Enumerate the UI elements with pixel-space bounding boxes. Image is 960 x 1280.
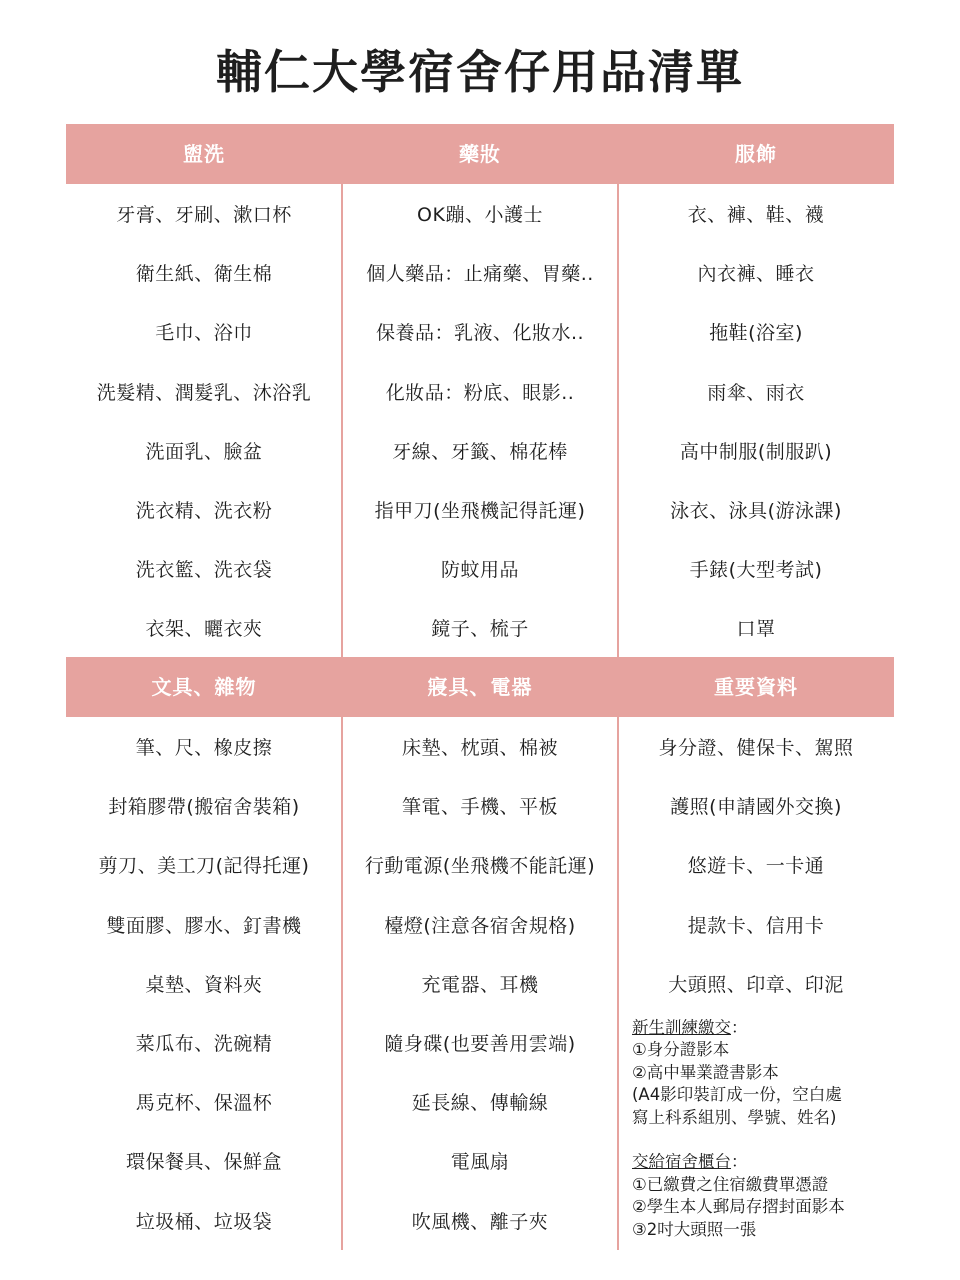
section2-columns [66, 717, 894, 1250]
list-item: 護照(申請國外交換) [670, 796, 842, 819]
header-cosmetics: 藥妝 [459, 142, 501, 166]
list-item: 保養品：乳液、化妝水.. [375, 322, 585, 345]
list-item: 拖鞋(浴室) [709, 322, 803, 345]
column-important-documents [618, 717, 894, 1250]
list-item: 筆、尺、橡皮擦 [135, 737, 273, 760]
list-item: 個人藥品：止痛藥、胃藥.. [366, 263, 594, 286]
notes-colon: ： [731, 1152, 748, 1172]
list-item: 桌墊、資料夾 [145, 973, 263, 996]
column-bedding-electronics [342, 717, 618, 1250]
list-item: 毛巾、浴巾 [155, 322, 253, 345]
list-item: 封箱膠帶(搬宿舍裝箱) [108, 796, 300, 819]
header-important-documents: 重要資料 [714, 675, 798, 699]
list-item: 悠遊卡、一卡通 [687, 855, 825, 878]
section1-columns [66, 184, 894, 658]
notes-colon: ： [731, 1017, 748, 1037]
list-item: 洗髮精、潤髮乳、沐浴乳 [96, 381, 312, 404]
section-stationery-bedding-documents [66, 657, 894, 1250]
notes-line: 寫上科系組別、學號、姓名) [632, 1107, 837, 1127]
list-item: 大頭照、印章、印泥 [668, 973, 844, 996]
column-divider [341, 717, 343, 1250]
header-clothing: 服飾 [735, 142, 777, 166]
list-item: 內衣褲、睡衣 [697, 263, 815, 286]
notes-training-heading-line [632, 1017, 894, 1040]
list-item: 衣、褲、鞋、襪 [687, 204, 825, 227]
list-item: 手錶(大型考試) [689, 559, 823, 582]
header-stationery: 文具、雜物 [151, 675, 257, 699]
list-item: 電風扇 [450, 1151, 510, 1174]
column-divider [341, 184, 343, 658]
column-stationery [66, 717, 342, 1250]
list-item: 馬克杯、保溫杯 [135, 1092, 273, 1115]
list-item: 延長線、傳輸線 [411, 1092, 549, 1115]
list-item: OK蹦、小護士 [417, 204, 543, 227]
list-item: 牙線、牙籤、棉花棒 [392, 440, 568, 463]
list-item: 防蚊用品 [440, 559, 519, 582]
list-item: 垃圾桶、垃圾袋 [135, 1210, 273, 1233]
list-item: 高中制服(制服趴) [679, 440, 833, 463]
list-item: 口罩 [736, 618, 776, 641]
list-item: 行動電源(坐飛機不能託運) [364, 855, 596, 878]
list-item: 環保餐具、保鮮盒 [125, 1151, 282, 1174]
list-item: 隨身碟(也要善用雲端) [384, 1033, 576, 1056]
list-item: 檯燈(注意各宿舍規格) [384, 914, 576, 937]
list-item: 菜瓜布、洗碗精 [135, 1033, 273, 1056]
notes-line: ③2吋大頭照一張 [632, 1219, 757, 1239]
notes-line: ①身分證影本 [632, 1040, 730, 1060]
list-item: 洗衣籃、洗衣袋 [135, 559, 273, 582]
list-item: 剪刀、美工刀(記得托運) [98, 855, 310, 878]
header-toiletries: 盥洗 [183, 142, 225, 166]
list-item: 筆電、手機、平板 [401, 796, 558, 819]
column-clothing [618, 184, 894, 658]
notes-line: ②學生本人郵局存摺封面影本 [632, 1197, 845, 1217]
list-item: 吹風機、離子夾 [411, 1210, 549, 1233]
section1-header-row [66, 124, 894, 184]
section-toiletries-cosmetics-clothing [66, 124, 894, 658]
notes-line: (A4影印裝訂成一份，空白處 [632, 1085, 842, 1105]
column-divider [617, 184, 619, 658]
list-item: 指甲刀(坐飛機記得託運) [374, 500, 586, 523]
list-item: 泳衣、泳具(游泳課) [670, 500, 842, 523]
list-item: 衣架、曬衣夾 [145, 618, 263, 641]
column-divider [617, 717, 619, 1250]
list-item: 衛生紙、衛生棉 [135, 263, 273, 286]
column-toiletries [66, 184, 342, 658]
list-item: 化妝品：粉底、眼影.. [385, 381, 575, 404]
list-item: 鏡子、梳子 [431, 618, 529, 641]
list-item: 床墊、枕頭、棉被 [401, 737, 558, 760]
notes-training-heading: 新生訓練繳交 [632, 1017, 731, 1037]
list-item: 雨傘、雨衣 [707, 381, 805, 404]
header-bedding-electronics: 寢具、電器 [427, 675, 533, 699]
list-item: 牙膏、牙刷、漱口杯 [116, 204, 292, 227]
page-title: 輔仁大學宿舍仔用品清單 [216, 45, 744, 99]
list-item: 洗面乳、臉盆 [145, 440, 263, 463]
list-item: 充電器、耳機 [421, 973, 539, 996]
list-item: 洗衣精、洗衣粉 [135, 500, 273, 523]
section2-header-row [66, 657, 894, 717]
notes-counter-heading-line [632, 1151, 894, 1174]
notes-line: ①已繳費之住宿繳費單憑證 [632, 1174, 829, 1194]
notes-counter-heading: 交給宿舍櫃台 [632, 1152, 731, 1172]
notes-line: ②高中畢業證書影本 [632, 1062, 779, 1082]
list-item: 雙面膠、膠水、釘書機 [106, 914, 302, 937]
notes-block [618, 1013, 894, 1242]
column-cosmetics [342, 184, 618, 658]
list-item: 提款卡、信用卡 [687, 914, 825, 937]
list-item: 身分證、健保卡、駕照 [658, 737, 854, 760]
